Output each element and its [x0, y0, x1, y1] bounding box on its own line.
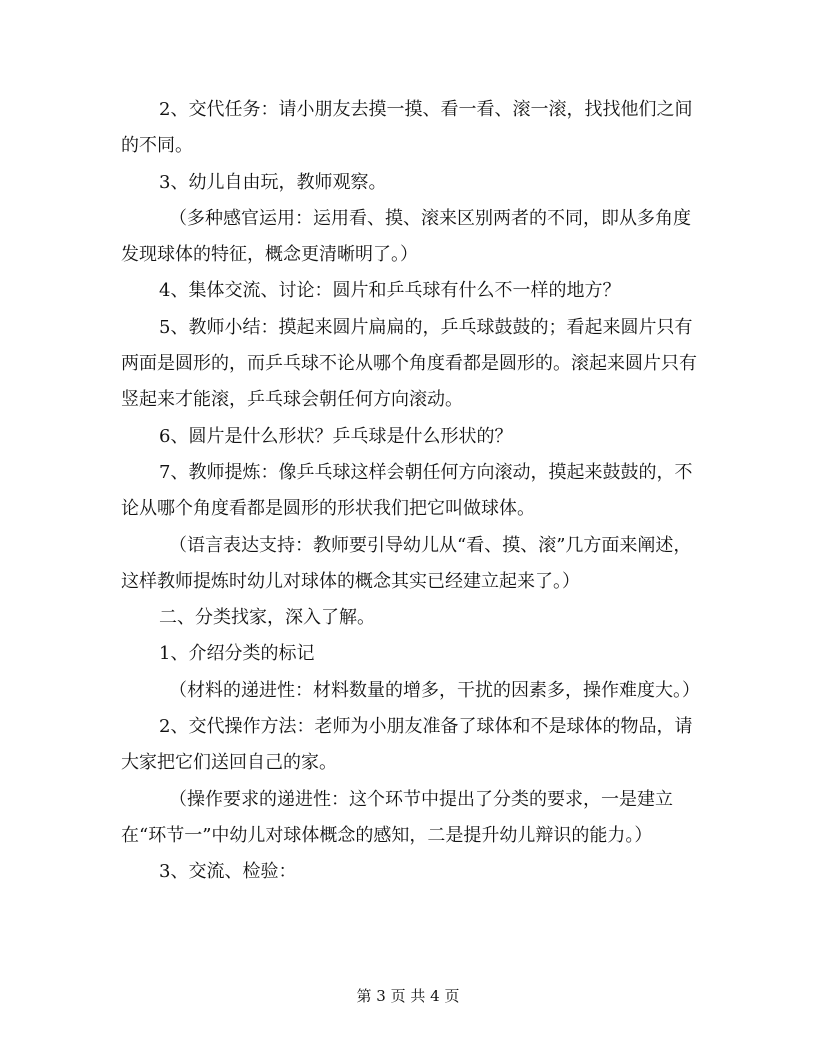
paragraph-task: 2、交代任务：请小朋友去摸一摸、看一看、滚一滚，找找他们之间的不同。	[121, 99, 693, 157]
paragraph-discussion: 4、集体交流、讨论：圆片和乒乓球有什么不一样的地方？	[159, 280, 621, 302]
paragraph-free-play: 3、幼儿自由玩，教师观察。	[159, 171, 387, 193]
paragraph-language-note: （语言表达支持：教师要引导幼儿从“看、摸、滚”几方面来阐述，这样教师提炼时幼儿对球体的概念其实已经建立起来了。）	[121, 534, 692, 592]
page-footer: 第 3 页 共 4 页	[356, 987, 460, 1005]
paragraph-shape-question: 6、圆片是什么形状？乒乓球是什么形状的？	[159, 425, 513, 447]
paragraph-operation-note: （操作要求的递进性：这个环节中提出了分类的要求，一是建立在“环节一”中幼儿对球体概念的感知，二是提升幼儿辩识的能力。）	[121, 788, 673, 846]
paragraph-senses-note: （多种感官运用：运用看、摸、滚来区别两者的不同，即从多角度发现球体的特征，概念更清晰明了。）	[121, 207, 691, 266]
paragraph-teacher-refine: 7、教师提炼：像乒乓球这样会朝任何方向滚动，摸起来鼓鼓的，不论从哪个角度看都是圆形的形状我们把它叫做球体。	[121, 461, 693, 520]
paragraph-teacher-summary: 5、教师小结：摸起来圆片扁扁的，乒乓球鼓鼓的；看起来圆片只有两面是圆形的，而乒乓球不论从哪个角度看都是圆形的。滚起来圆片只有竖起来才能滚，乒乓球会朝任何方向滚动。	[121, 316, 697, 411]
section-heading-classify: 二、分类找家，深入了解。	[159, 607, 375, 629]
paragraph-operation-method: 2、交代操作方法：老师为小朋友准备了球体和不是球体的物品，请大家把它们送回自己的家。	[121, 716, 693, 774]
paragraph-introduce-marks: 1、介绍分类的标记	[159, 643, 315, 665]
paragraph-exchange-check: 3、交流、检验：	[159, 861, 297, 883]
paragraph-material-note: （材料的递进性：材料数量的增多，干扰的因素多，操作难度大。）	[169, 679, 700, 701]
document-body	[121, 92, 701, 891]
